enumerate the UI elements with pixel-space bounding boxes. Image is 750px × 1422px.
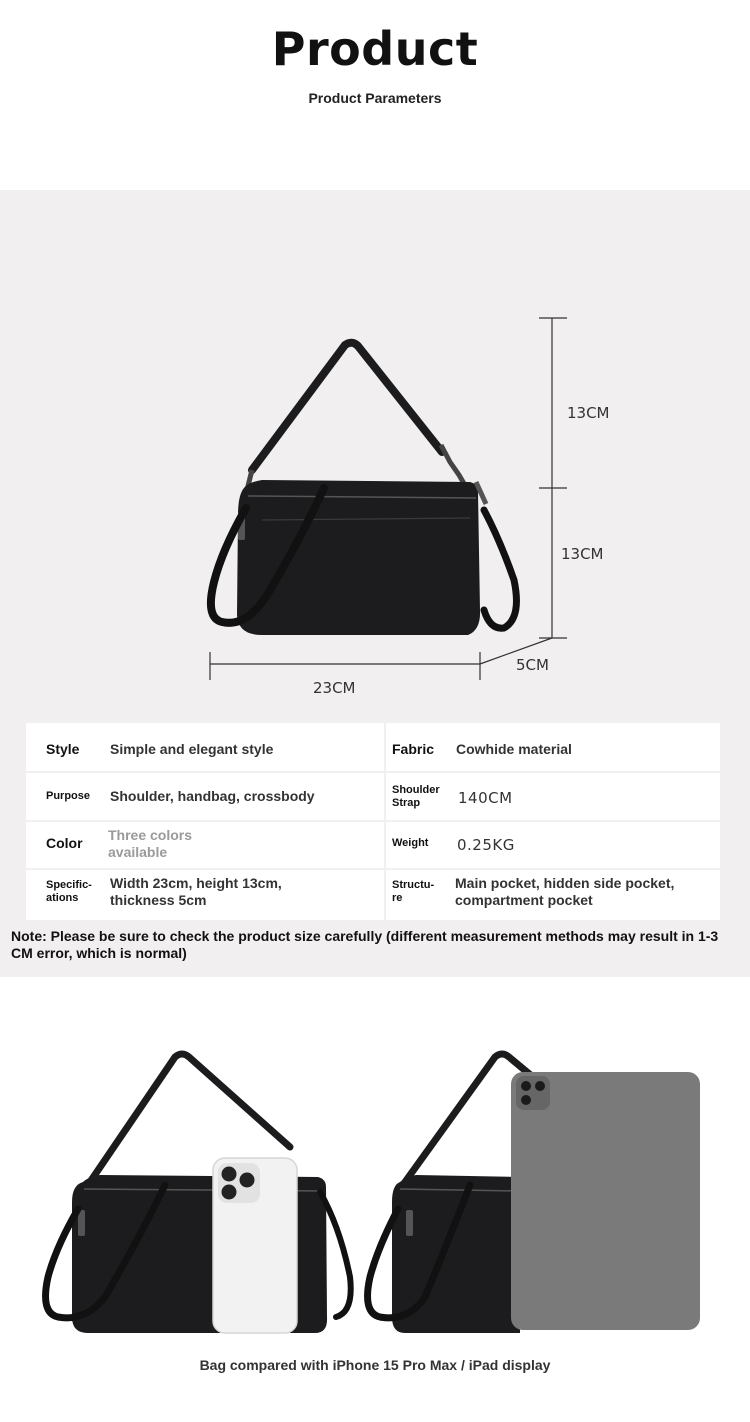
row-divider bbox=[26, 820, 720, 822]
height-dimension bbox=[539, 318, 567, 638]
handbag-image bbox=[46, 1054, 351, 1333]
style-value: Simple and elegant style bbox=[110, 741, 274, 757]
header-section bbox=[0, 0, 750, 190]
comparison-caption: Bag compared with iPhone 15 Pro Max / iPad display bbox=[199, 1357, 551, 1373]
structure-value-line: Main pocket, hidden side pocket, bbox=[455, 875, 675, 891]
structure-value-line: compartment pocket bbox=[455, 892, 593, 908]
color-value-line: Three colors bbox=[108, 827, 193, 843]
specifications-label-line: Specific- bbox=[46, 879, 92, 891]
spec-table bbox=[26, 723, 720, 920]
width-label: 23CM bbox=[313, 679, 356, 697]
row-divider bbox=[26, 868, 720, 870]
structure-label-line: re bbox=[392, 892, 403, 904]
parameters-panel bbox=[0, 190, 750, 977]
structure-value bbox=[455, 875, 674, 909]
depth-label: 5CM bbox=[516, 656, 549, 674]
row-divider bbox=[26, 771, 720, 773]
color-label: Color bbox=[46, 835, 83, 851]
structure-label bbox=[392, 879, 434, 905]
purpose-value: Shoulder, handbag, crossbody bbox=[110, 788, 315, 804]
strap-height-label: 13CM bbox=[567, 404, 610, 422]
fabric-value: Cowhide material bbox=[456, 741, 572, 757]
specifications-value bbox=[110, 875, 282, 909]
strap-label bbox=[392, 784, 440, 810]
handbag-image bbox=[211, 343, 517, 635]
iphone-image bbox=[213, 1158, 297, 1333]
specifications-value-line: Width 23cm, height 13cm, bbox=[110, 875, 282, 891]
ipad-image bbox=[511, 1072, 700, 1330]
specifications-value-line: thickness 5cm bbox=[110, 892, 207, 908]
width-dimension bbox=[210, 638, 552, 680]
measurement-note: Note: Please be sure to check the product size carefully (different measurement methods may result in 1-3 CM error, which is normal) bbox=[11, 928, 719, 961]
specifications-label-line: ations bbox=[46, 892, 79, 904]
color-value bbox=[108, 827, 192, 861]
comparison-section bbox=[0, 977, 750, 1422]
purpose-label: Purpose bbox=[46, 790, 91, 802]
strap-label-line: Shoulder bbox=[392, 784, 440, 796]
style-label: Style bbox=[46, 741, 80, 757]
page-subtitle: Product Parameters bbox=[308, 90, 442, 106]
size-diagram bbox=[0, 190, 750, 720]
strap-value: 140CM bbox=[458, 789, 513, 807]
page-title: Product bbox=[271, 22, 479, 76]
weight-value: 0.25KG bbox=[457, 836, 515, 854]
bag-height-label: 13CM bbox=[561, 545, 604, 563]
structure-label-line: Structu- bbox=[392, 879, 435, 891]
color-value-line: available bbox=[108, 844, 168, 860]
comparison-images bbox=[0, 977, 750, 1347]
strap-label-line: Strap bbox=[392, 797, 421, 809]
fabric-label: Fabric bbox=[392, 741, 435, 757]
weight-label: Weight bbox=[392, 837, 429, 849]
specifications-label bbox=[46, 879, 92, 905]
